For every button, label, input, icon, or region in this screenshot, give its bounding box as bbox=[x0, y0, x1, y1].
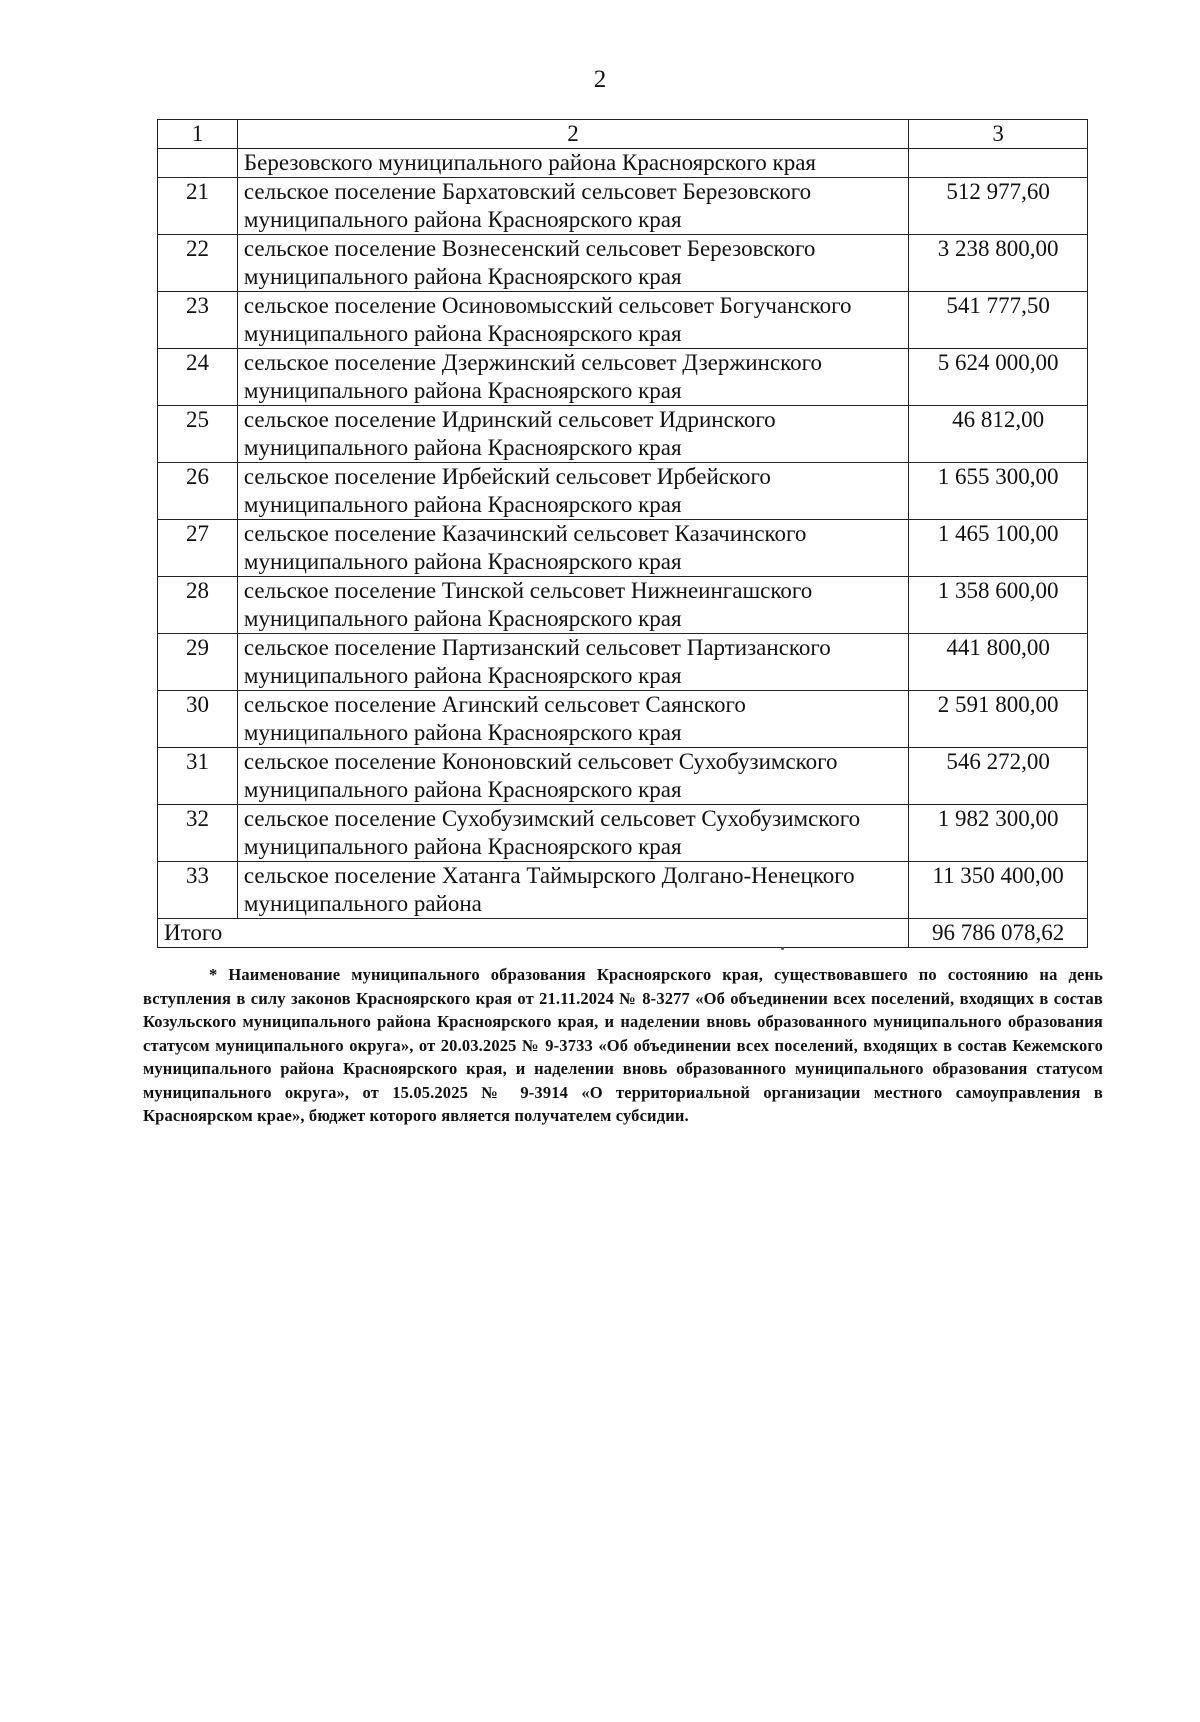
row-name bbox=[237, 520, 908, 577]
row-name-line1: сельское поселение Партизанский сельсовет Партизанского bbox=[243, 635, 831, 660]
table-row bbox=[158, 577, 1088, 634]
row-amount: 3 238 800,00 bbox=[909, 235, 1088, 292]
row-name bbox=[237, 235, 908, 292]
row-number: 29 bbox=[158, 634, 238, 691]
table-row bbox=[158, 520, 1088, 577]
row-name bbox=[237, 691, 908, 748]
header-col-2: 2 bbox=[237, 120, 908, 149]
page-number: 2 bbox=[593, 66, 607, 93]
row-name-line1: сельское поселение Вознесенский сельсовет Березовского bbox=[243, 236, 816, 261]
row-amount: 441 800,00 bbox=[909, 634, 1088, 691]
row-name bbox=[237, 349, 908, 406]
table-row bbox=[158, 862, 1088, 919]
table-row bbox=[158, 691, 1088, 748]
row-name-line1: сельское поселение Агинский сельсовет Саянского bbox=[243, 692, 746, 717]
row-number: 24 bbox=[158, 349, 238, 406]
row-number: 22 bbox=[158, 235, 238, 292]
row-name bbox=[237, 577, 908, 634]
table-row bbox=[158, 748, 1088, 805]
row-name-line1: сельское поселение Тинской сельсовет Нижнеингашского bbox=[243, 578, 813, 603]
row-name-line2: муниципального района Красноярского края bbox=[243, 321, 682, 346]
row-amount: 1 358 600,00 bbox=[909, 577, 1088, 634]
row-number: 25 bbox=[158, 406, 238, 463]
row-name-line1: сельское поселение Кононовский сельсовет Сухобузимского bbox=[243, 749, 838, 774]
row-number: 23 bbox=[158, 292, 238, 349]
header-col-3: 3 bbox=[909, 120, 1088, 149]
row-name-line2: муниципального района Красноярского края bbox=[243, 663, 682, 688]
table-row bbox=[158, 349, 1088, 406]
row-name-line1: сельское поселение Хатанга Таймырского Долгано-Ненецкого bbox=[243, 863, 855, 888]
row-name-line1: сельское поселение Идринский сельсовет Идринского bbox=[243, 407, 776, 432]
table-header-row bbox=[158, 120, 1088, 149]
table-row bbox=[158, 406, 1088, 463]
row-name-line2: муниципального района Красноярского края bbox=[243, 264, 682, 289]
row-amount: 512 977,60 bbox=[909, 178, 1088, 235]
row-name bbox=[237, 292, 908, 349]
row-name-line2: муниципального района Красноярского края bbox=[243, 207, 682, 232]
continuation-amount bbox=[909, 149, 1088, 178]
table-row bbox=[158, 634, 1088, 691]
row-number: 30 bbox=[158, 691, 238, 748]
row-amount: 546 272,00 bbox=[909, 748, 1088, 805]
row-name bbox=[237, 805, 908, 862]
table-row bbox=[158, 805, 1088, 862]
row-name-line1: сельское поселение Сухобузимский сельсовет Сухобузимского bbox=[243, 806, 861, 831]
row-amount: 11 350 400,00 bbox=[909, 862, 1088, 919]
row-name-line2: муниципального района Красноярского края bbox=[243, 378, 682, 403]
scan-speck bbox=[781, 947, 784, 950]
continuation-text: Березовского муниципального района Красноярского края bbox=[237, 149, 908, 178]
row-number: 31 bbox=[158, 748, 238, 805]
subsidy-table bbox=[157, 119, 1088, 948]
row-number: 21 bbox=[158, 178, 238, 235]
row-name bbox=[237, 748, 908, 805]
row-number: 32 bbox=[158, 805, 238, 862]
row-amount: 2 591 800,00 bbox=[909, 691, 1088, 748]
total-label: Итого bbox=[158, 919, 909, 948]
table-row bbox=[158, 292, 1088, 349]
row-number: 26 bbox=[158, 463, 238, 520]
row-amount: 46 812,00 bbox=[909, 406, 1088, 463]
total-row bbox=[158, 919, 1088, 948]
row-name-line2: муниципального района Красноярского края bbox=[243, 720, 682, 745]
row-name bbox=[237, 463, 908, 520]
row-amount: 1 465 100,00 bbox=[909, 520, 1088, 577]
row-name-line2: муниципального района Красноярского края bbox=[243, 492, 682, 517]
row-name-line2: муниципального района Красноярского края bbox=[243, 549, 682, 574]
row-name bbox=[237, 634, 908, 691]
row-name-line2: муниципального района Красноярского края bbox=[243, 606, 682, 631]
row-name bbox=[237, 178, 908, 235]
row-name-line1: сельское поселение Казачинский сельсовет Казачинского bbox=[243, 521, 807, 546]
row-name-line2: муниципального района Красноярского края bbox=[243, 834, 682, 859]
table-row bbox=[158, 463, 1088, 520]
row-amount: 541 777,50 bbox=[909, 292, 1088, 349]
total-amount: 96 786 078,62 bbox=[909, 919, 1088, 948]
row-name bbox=[237, 406, 908, 463]
row-name-line2: муниципального района Красноярского края bbox=[243, 777, 682, 802]
row-name-line2: муниципального района Красноярского края bbox=[243, 435, 682, 460]
footnote: * Наименование муниципального образования Красноярского края, существовавшего по состоянию на день вступления в силу законов Красноярского края от 21.11.2024 № 8-3277 «Об объединении всех поселений, входящих в состав Козульского муниципального района Красноярского края, и наделении вновь образованного муниципального образования статусом муниципального округа», от 20.03.2025 № 9-3733 «Об объединении всех поселений, входящих в состав Кежемского муниципального района Красноярского края, и наделении вновь образованного муниципального образования статусом муниципального округа», от 15.05.2025 № 9-3914 «О территориальной организации местного самоуправления в Красноярском крае», бюджет которого является получателем субсидии. bbox=[143, 965, 1103, 1125]
row-number: 33 bbox=[158, 862, 238, 919]
row-amount: 5 624 000,00 bbox=[909, 349, 1088, 406]
row-name-line1: сельское поселение Дзержинский сельсовет Дзержинского bbox=[243, 350, 822, 375]
continuation-row bbox=[158, 149, 1088, 178]
row-name-line2: муниципального района bbox=[243, 891, 482, 916]
row-name-line1: сельское поселение Ирбейский сельсовет Ирбейского bbox=[243, 464, 771, 489]
row-number: 27 bbox=[158, 520, 238, 577]
row-name-line1: сельское поселение Бархатовский сельсовет Березовского bbox=[243, 179, 812, 204]
table-row bbox=[158, 178, 1088, 235]
row-number: 28 bbox=[158, 577, 238, 634]
row-name bbox=[237, 862, 908, 919]
row-amount: 1 655 300,00 bbox=[909, 463, 1088, 520]
row-name-line1: сельское поселение Осиновомысский сельсовет Богучанского bbox=[243, 293, 852, 318]
table-row bbox=[158, 235, 1088, 292]
row-amount: 1 982 300,00 bbox=[909, 805, 1088, 862]
header-col-1: 1 bbox=[158, 120, 238, 149]
continuation-num bbox=[158, 149, 238, 178]
